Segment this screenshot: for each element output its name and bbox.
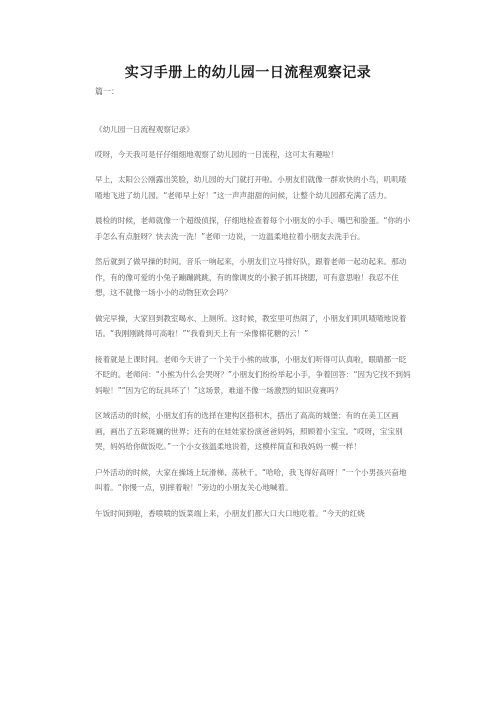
essay-heading: 《幼儿园一日流程观察记录》 <box>95 125 194 134</box>
section-label: 篇一： <box>95 87 119 96</box>
paragraph: 做完早操，大家回到教室喝水、上厕所。这时候，教室里可热闹了，小朋友们叽叽喳喳地说着话。“我刚刚跳得可高啦！”“我看到天上有一朵像棉花糖的云！” <box>95 313 407 338</box>
paragraph: 哎呀，今天我可是仔仔细细地观察了幼儿园的一日流程，这可太有趣啦！ <box>95 149 338 159</box>
paragraph: 接着就是上课时间。老师今天讲了一个关于小熊的故事，小朋友们听得可认真啦，眼睛都一眨不眨的。老师问：“小熊为什么会哭呀？”小朋友们纷纷举起小手，争着回答：“因为它找不到妈妈啦！”“因为它的玩具坏了！”这场景，难道不像一场激烈的知识竞赛吗？ <box>95 354 411 395</box>
document-title: 实习手册上的幼儿园一日流程观察记录 <box>124 65 372 81</box>
paragraph: 午饭时间到啦，香喷喷的饭菜端上来，小朋友们都大口大口地吃着。“今天的红烧 <box>95 508 365 518</box>
paragraph: 区域活动的时候，小朋友们有的选择在建构区搭积木，搭出了高高的城堡；有的在美工区画画，画出了五彩斑斓的世界；还有的在娃娃家扮演爸爸妈妈，照顾着小宝宝。“哎呀，宝宝别哭，妈妈给你做饭吃。”一个小女孩温柔地说着，这模样简直和我妈妈一模一样！ <box>95 411 403 451</box>
paragraph: 晨检的时候，老师就像一个超级侦探，仔细地检查着每个小朋友的小手、嘴巴和脸蛋。“你的小手怎么有点脏呀？快去洗一洗！”老师一边说，一边温柔地拉着小朋友去洗手台。 <box>95 216 411 241</box>
document-body <box>95 122 413 531</box>
paragraph: 户外活动的时候，大家在操场上玩滑梯、荡秋千。“哈哈，我飞得好高呀！”一个小男孩兴奋地叫着。“你慢一点，别摔着啦！”旁边的小朋友关心地喊着。 <box>95 467 407 492</box>
paragraph: 然后就到了做早操的时间。音乐一响起来，小朋友们立马排好队，跟着老师一起动起来。那动作，有的像可爱的小兔子蹦蹦跳跳，有的像调皮的小猴子抓耳挠腮，可有意思啦！我忍不住想，这不就像一场小小的动物狂欢会吗？ <box>95 257 407 297</box>
paragraph: 早上，太阳公公刚露出笑脸，幼儿园的大门就打开啦。小朋友们就像一群欢快的小鸟，叽叽喳喳地飞进了幼儿园。“老师早上好！”这一声声甜甜的问候，让整个幼儿园都充满了活力。 <box>95 175 407 200</box>
